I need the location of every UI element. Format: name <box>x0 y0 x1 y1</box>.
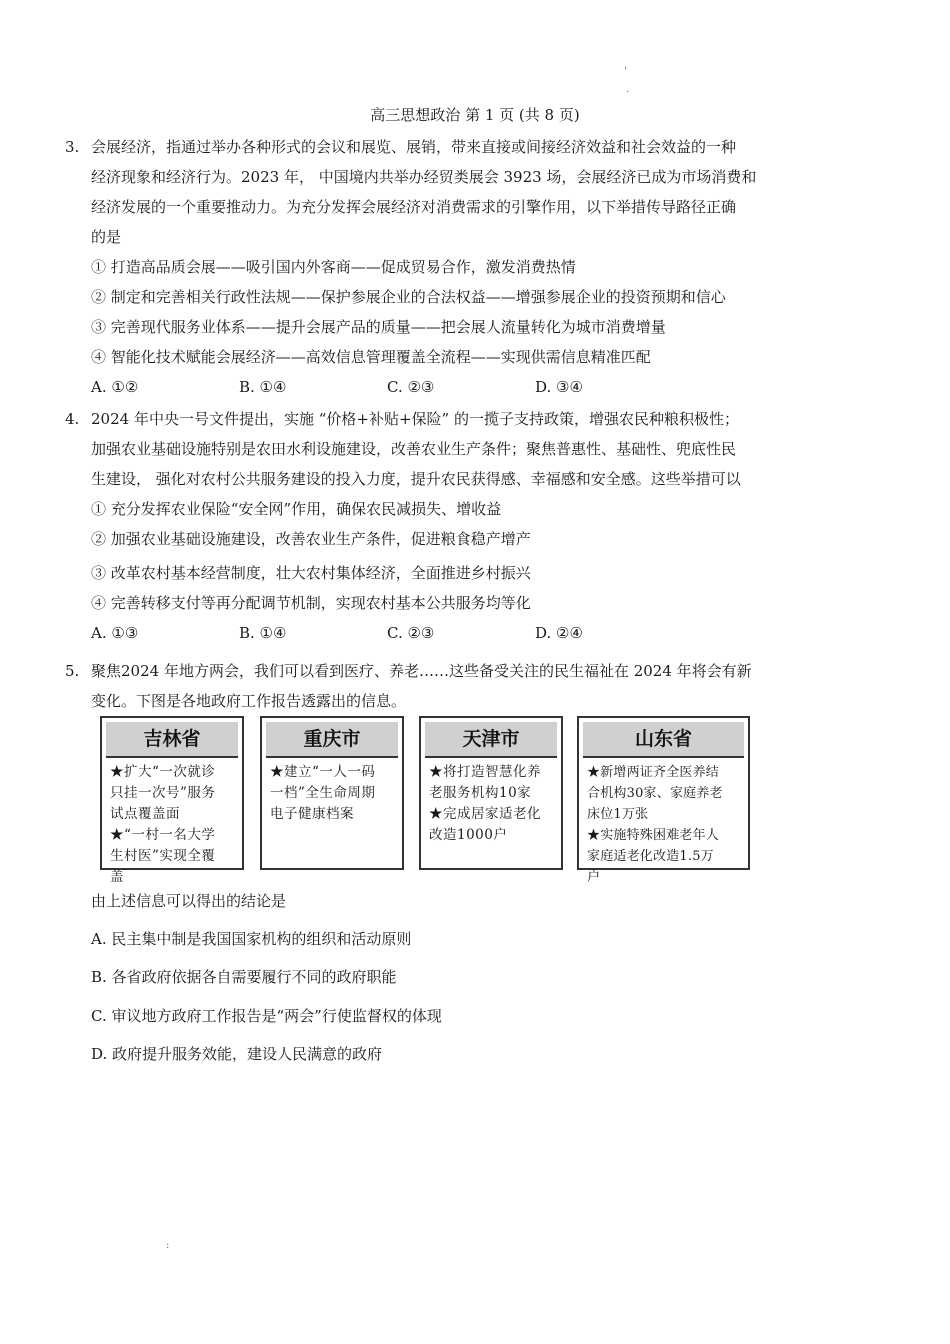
stem-line: 会展经济，指通过举办各种形式的会议和展览、展销，带来直接或间接经济效益和社会效益的一种 <box>91 138 737 156</box>
card-line: 盖 <box>110 869 124 885</box>
card-line: ★扩大“一次就诊 <box>110 764 216 780</box>
question-4 <box>65 404 835 648</box>
stem-line: 经济发展的一个重要推动力。为充分发挥会展经济对消费需求的引擎作用，以下举措传导路径正确 <box>91 198 737 216</box>
page-header: 高三思想政治 第 1 页 (共 8 页) <box>370 106 580 124</box>
stem-line: 2024 年中央一号文件提出，实施 “价格+补贴+保险” 的一揽子支持政策，增强农民种粮积极性； <box>91 410 739 428</box>
choice-d[interactable]: D. 政府提升服务效能，建设人民满意的政府 <box>91 1045 383 1063</box>
option-2: ② 加强农业基础设施建设，改善农业生产条件，促进粮食稳产增产 <box>91 530 531 548</box>
card-title: 吉林省 <box>106 722 238 758</box>
option-4: ④ 完善转移支付等再分配调节机制，实现农村基本公共服务均等化 <box>91 594 531 612</box>
option-2: ② 制定和完善相关行政性法规——保护参展企业的合法权益——增强参展企业的投资预期和信心 <box>91 288 726 306</box>
card-title: 重庆市 <box>266 722 398 758</box>
choice-d[interactable]: D. ②④ <box>535 624 583 642</box>
scan-mark: ' <box>624 66 627 77</box>
choice-a[interactable]: A. 民主集中制是我国国家机构的组织和活动原则 <box>91 930 412 948</box>
scan-mark: : <box>166 1240 170 1251</box>
card-line: 家庭适老化改造1.5万 <box>587 849 714 864</box>
card-line: ★完成居家适老化 <box>429 806 541 822</box>
question-3 <box>65 132 835 402</box>
card-body <box>579 758 748 888</box>
question-number: 4. <box>65 410 80 428</box>
option-1: ① 打造高品质会展——吸引国内外客商——促成贸易合作，激发消费热情 <box>91 258 576 276</box>
stem-line: 变化。下图是各地政府工作报告透露出的信息。 <box>91 692 407 710</box>
choice-a[interactable]: A. ①③ <box>91 624 139 642</box>
answer-choices <box>91 618 835 648</box>
stem-line: 生建设， 强化对农村公共服务建设的投入力度，提升农民获得感、幸福感和安全感。这些举措可以 <box>91 470 741 488</box>
question-stem <box>91 656 835 716</box>
choice-c[interactable]: C. ②③ <box>387 378 435 396</box>
card-title: 山东省 <box>583 722 744 758</box>
card-line: 试点覆盖面 <box>110 806 180 822</box>
choice-b[interactable]: B. 各省政府依据各自需要履行不同的政府职能 <box>91 968 397 986</box>
card-line: 生村医”实现全覆 <box>110 848 216 864</box>
card-line: ★实施特殊困难老年人 <box>587 828 720 843</box>
card-body <box>102 758 242 888</box>
card-line: ★建立“一人一码 <box>270 764 376 780</box>
card-body <box>421 758 561 846</box>
option-3: ③ 完善现代服务业体系——提升会展产品的质量——把会展人流量转化为城市消费增量 <box>91 318 666 336</box>
question-number: 3. <box>65 138 80 156</box>
card-jilin <box>100 716 244 885</box>
policy-cards-figure <box>100 716 752 885</box>
question-stem <box>91 132 835 252</box>
card-tianjin <box>419 716 563 870</box>
card-line: 只挂一次号”服务 <box>110 785 216 801</box>
choice-b[interactable]: B. ①④ <box>239 378 287 396</box>
card-line: 户 <box>587 870 601 885</box>
card-line: ★新增两证齐全医养结 <box>587 765 720 780</box>
card-line: 电子健康档案 <box>270 806 354 822</box>
stem-line: 聚焦2024 年地方两会，我们可以看到医疗、养老……这些备受关注的民生福祉在 2024 年将会有新 <box>91 662 752 680</box>
choice-b[interactable]: B. ①④ <box>239 624 287 642</box>
card-shandong <box>577 716 750 885</box>
card-line: 合机构30家、家庭养老 <box>587 786 723 801</box>
stem-line: 的是 <box>91 228 122 246</box>
card-line: 老服务机构10家 <box>429 785 532 801</box>
card-line: ★将打造智慧化养 <box>429 764 541 780</box>
question-prompt: 由上述信息可以得出的结论是 <box>91 892 287 910</box>
question-stem <box>91 404 835 494</box>
scan-mark: . <box>626 84 630 95</box>
card-line: 改造1000户 <box>429 827 508 843</box>
option-3: ③ 改革农村基本经营制度，壮大农村集体经济，全面推进乡村振兴 <box>91 564 531 582</box>
choice-a[interactable]: A. ①② <box>91 378 139 396</box>
card-line: 床位1万张 <box>587 807 649 822</box>
option-1: ① 充分发挥农业保险“安全网”作用，确保农民减损失、增收益 <box>91 500 502 518</box>
card-chongqing <box>260 716 404 870</box>
stem-line: 经济现象和经济行为。2023 年， 中国境内共举办经贸类展会 3923 场，会展经济已成为市场消费和 <box>91 168 757 186</box>
card-line: 一档”全生命周期 <box>270 785 376 801</box>
card-title: 天津市 <box>425 722 557 758</box>
question-number: 5. <box>65 662 80 680</box>
stem-line: 加强农业基础设施特别是农田水利设施建设，改善农业生产条件；聚焦普惠性、基础性、兜底性民 <box>91 440 737 458</box>
card-line: ★“一村一名大学 <box>110 827 216 843</box>
question-5 <box>65 656 835 716</box>
card-body <box>262 758 402 825</box>
choice-c[interactable]: C. 审议地方政府工作报告是“两会”行使监督权的体现 <box>91 1007 442 1025</box>
answer-choices <box>91 372 835 402</box>
choice-d[interactable]: D. ③④ <box>535 378 583 396</box>
option-4: ④ 智能化技术赋能会展经济——高效信息管理覆盖全流程——实现供需信息精准匹配 <box>91 348 651 366</box>
choice-c[interactable]: C. ②③ <box>387 624 435 642</box>
